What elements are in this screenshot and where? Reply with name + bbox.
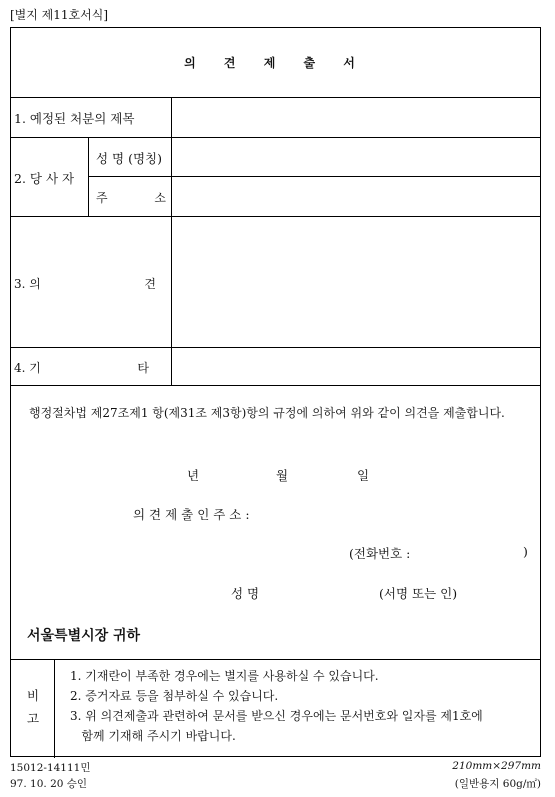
name-label: 성 명 (명칭): [96, 151, 163, 166]
divider: [88, 137, 89, 216]
address-label: [96, 189, 166, 206]
date-month-label: 월: [276, 468, 289, 483]
signature-label: (서명 또는 인): [379, 586, 458, 601]
opinion-label-num: 3. 의: [14, 277, 41, 291]
remark-item: 2. 증거자료 등을 첨부하실 수 있습니다.: [70, 689, 279, 703]
phone-close: ): [523, 544, 528, 559]
subject-field[interactable]: [172, 98, 540, 137]
remarks-label-a: 비: [27, 688, 40, 703]
other-label-num: 4. 기: [14, 361, 41, 375]
paper-type: (일반용지 60g/㎡): [454, 778, 541, 790]
date-year-label: 년: [187, 468, 200, 483]
remark-item: 3. 위 의견제출과 관련하여 문서를 받으신 경우에는 문서번호와 일자를 제1호에: [70, 709, 483, 723]
paper-size: 210mm×297mm: [452, 760, 541, 772]
remark-item: 함께 기재해 주시기 바랍니다.: [70, 729, 236, 743]
addressee: 서울특별시장 귀하: [27, 628, 141, 644]
opinion-label-end: 견: [144, 277, 156, 291]
submitter-address-label: 의 견 제 출 인 주 소 :: [133, 507, 250, 522]
other-label-end: 타: [137, 361, 149, 375]
address-label-a: 주: [96, 191, 108, 205]
phone-label: (전화번호 :: [349, 546, 411, 561]
declaration-statement: 행정절차법 제27조제1 항(제31조 제3항)항의 규정에 의하여 위와 같이 의견을 제출합니다.: [29, 406, 505, 420]
name-field[interactable]: [172, 138, 540, 176]
divider: [54, 659, 55, 758]
remarks-label-b: 고: [27, 711, 40, 726]
form-number-tag: [별지 제11호서식]: [10, 8, 108, 22]
other-field[interactable]: [172, 348, 540, 385]
divider: [11, 385, 540, 386]
address-label-b: 소: [154, 191, 166, 205]
approval-date: 97. 10. 20 승인: [10, 778, 88, 790]
form-title: 의 견 제 출 서: [184, 56, 367, 70]
divider: [11, 659, 540, 660]
date-day-label: 일: [357, 468, 370, 483]
subject-label: 1. 예정된 처분의 제목: [14, 111, 135, 126]
other-label: [14, 359, 149, 376]
opinion-field[interactable]: [172, 217, 540, 347]
address-field[interactable]: [172, 177, 540, 216]
form-frame: [10, 27, 541, 757]
remark-item: 1. 기재란이 부족한 경우에는 별지를 사용하실 수 있습니다.: [70, 669, 379, 683]
opinion-label: [14, 275, 156, 292]
form-code: 15012-14111민: [10, 762, 91, 774]
submitter-name-label: 성 명: [231, 586, 260, 601]
party-label: 2. 당 사 자: [14, 171, 75, 186]
